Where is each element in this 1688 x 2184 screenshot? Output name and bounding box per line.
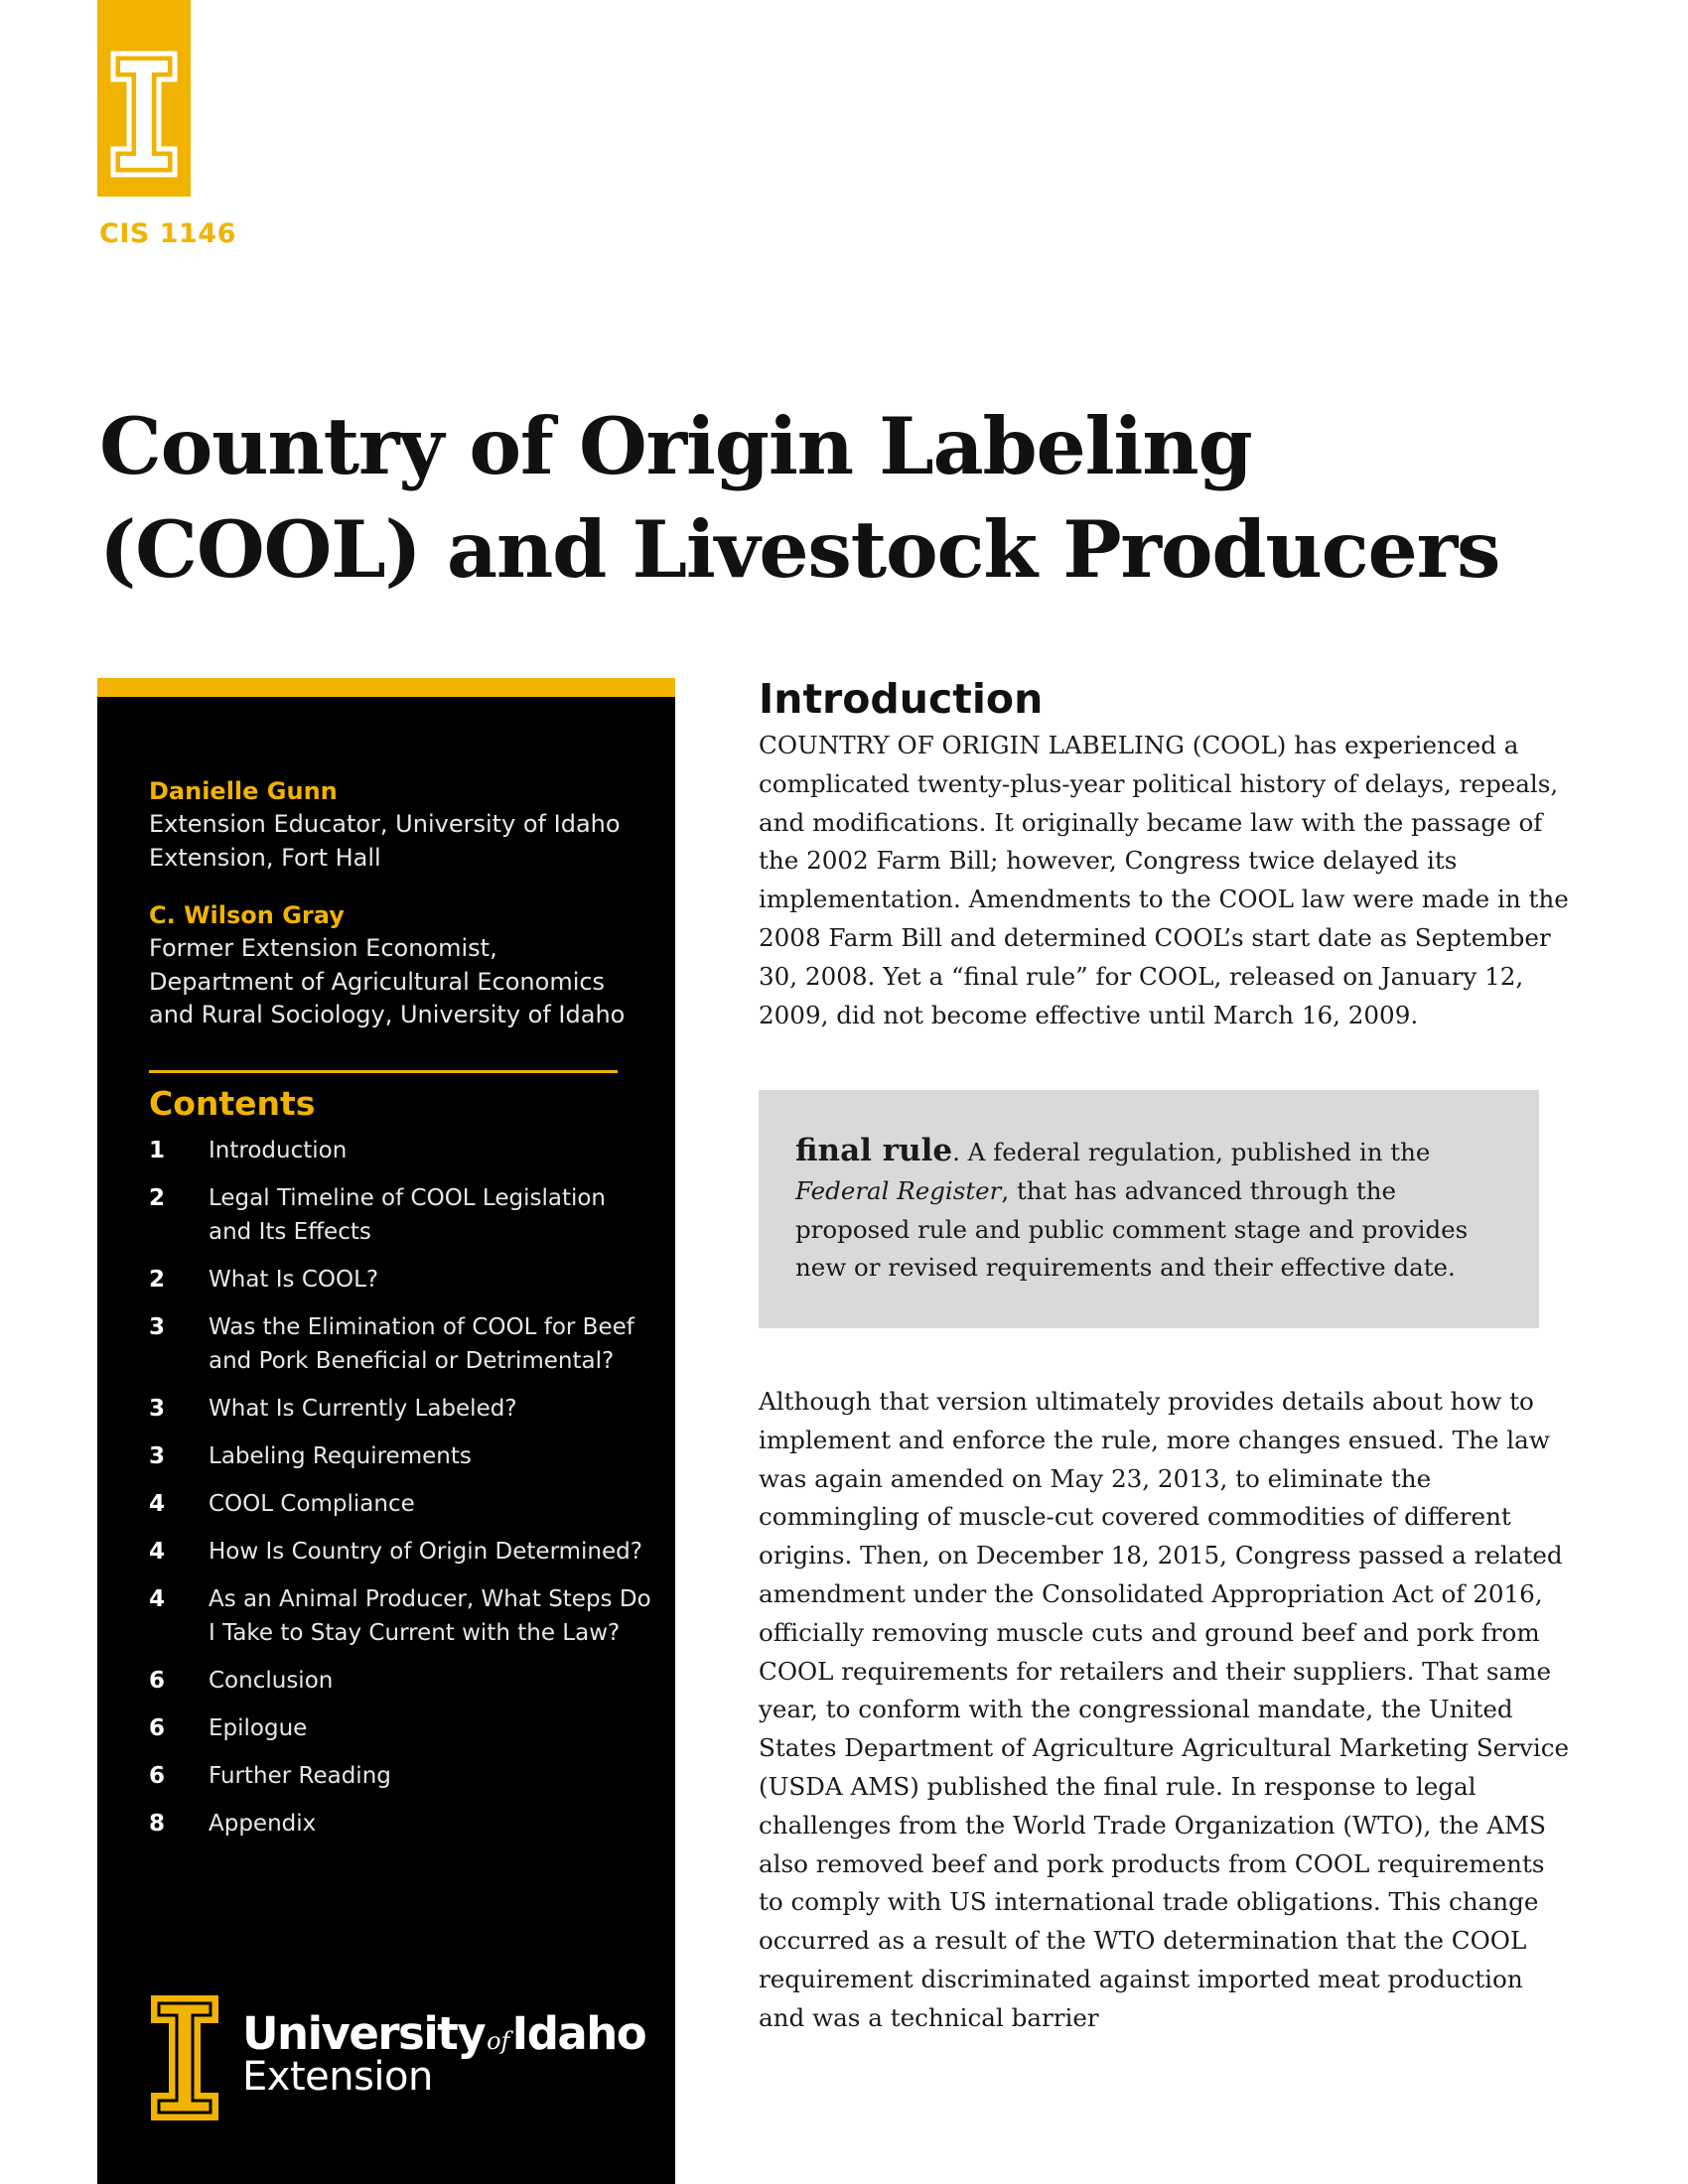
logo-extension: Extension bbox=[242, 2054, 433, 2100]
definition-box bbox=[759, 1090, 1539, 1328]
author-role: Extension Educator, University of Idaho Extension, Fort Hall bbox=[149, 810, 621, 872]
toc-label: Was the Elimination of COOL for Beef and Pork Beneficial or Detrimental? bbox=[209, 1314, 634, 1374]
block-i-icon bbox=[109, 50, 179, 179]
toc-label: What Is Currently Labeled? bbox=[209, 1396, 517, 1422]
toc-page-number: 4 bbox=[149, 1539, 166, 1565]
toc-item[interactable] bbox=[149, 1582, 655, 1650]
toc-page-number: 2 bbox=[149, 1267, 166, 1293]
toc-label: Conclusion bbox=[209, 1668, 334, 1694]
toc-page-number: 4 bbox=[149, 1491, 166, 1517]
toc-item[interactable] bbox=[149, 1263, 655, 1297]
toc-label: Legal Timeline of COOL Legislation and Its Effects bbox=[209, 1185, 607, 1245]
main-column bbox=[759, 671, 1573, 1034]
toc-label: Introduction bbox=[209, 1138, 348, 1163]
toc-page-number: 3 bbox=[149, 1396, 166, 1422]
university-logo bbox=[149, 1993, 646, 2126]
toc-item[interactable] bbox=[149, 1487, 655, 1521]
toc-page-number: 4 bbox=[149, 1586, 166, 1612]
definition-text-after: , that has advanced through the proposed rule and public comment stage and provides new or revised requirements and their effective date. bbox=[795, 1175, 1469, 1283]
toc-label: Labeling Requirements bbox=[209, 1443, 472, 1469]
author-1 bbox=[149, 775, 645, 875]
toc-label: Epilogue bbox=[209, 1715, 308, 1741]
main-column-continued bbox=[759, 1383, 1573, 2038]
author-2 bbox=[149, 899, 645, 1032]
toc-item[interactable] bbox=[149, 1439, 655, 1473]
toc-page-number: 1 bbox=[149, 1138, 166, 1163]
logo-of: of bbox=[487, 2027, 510, 2055]
definition-text-before: . A federal regulation, published in the bbox=[952, 1138, 1431, 1166]
intro-paragraph-2: Although that version ultimately provides details about how to implement and enforce the rule, more changes ensued. The law was again amended on May 23, 2013, to eliminate the commingling of muscle-cut covered commodities of different origins. Then, on December 18, 2015, Congress passed a related amendment under the Consolidated Appropriation Act of 2016, officially removing muscle cuts and ground beef and pork from COOL requirements for retailers and their suppliers. That same year, to conform with the congressional mandate, the United States Department of Agriculture Agricultural Marketing Service (USDA AMS) published the final rule. In response to legal challenges from the World Trade Organization (WTO), the AMS also removed beef and pork products from COOL requirements to comply with US international trade obligations. This change occurred as a result of the WTO determination that the COOL requirement discriminated against imported meat production and was a technical barrier bbox=[759, 1387, 1570, 2032]
toc-page-number: 6 bbox=[149, 1715, 166, 1741]
toc-item[interactable] bbox=[149, 1664, 655, 1698]
toc-item[interactable] bbox=[149, 1759, 655, 1793]
toc-label: Appendix bbox=[209, 1811, 317, 1837]
toc-page-number: 8 bbox=[149, 1811, 166, 1837]
toc-page-number: 3 bbox=[149, 1443, 166, 1469]
toc-item[interactable] bbox=[149, 1711, 655, 1745]
toc-label: Further Reading bbox=[209, 1763, 391, 1789]
logo-university: University bbox=[242, 2007, 486, 2060]
toc-label: COOL Compliance bbox=[209, 1491, 415, 1517]
toc-page-number: 2 bbox=[149, 1185, 166, 1211]
intro-paragraph-1: COUNTRY OF ORIGIN LABELING (COOL) has experienced a complicated twenty-plus-year political history of delays, repeals, and modifications. It originally became law with the passage of the 2002 Farm Bill; however, Congress twice delayed its implementation. Amendments to the COOL law were made in the 2008 Farm Bill and determined COOL’s start date as September 30, 2008. Yet a “final rule” for COOL, released on January 12, 2009, did not become effective until March 16, 2009. bbox=[759, 731, 1569, 1029]
toc-label: How Is Country of Origin Determined? bbox=[209, 1539, 642, 1565]
toc-label: What Is COOL? bbox=[209, 1267, 379, 1293]
toc-page-number: 6 bbox=[149, 1763, 166, 1789]
toc-item[interactable] bbox=[149, 1392, 655, 1426]
author-role: Former Extension Economist, Department of Agricultural Economics and Rural Sociology, University of Idaho bbox=[149, 934, 626, 1028]
table-of-contents bbox=[149, 1134, 655, 1854]
publication-number: CIS 1146 bbox=[99, 218, 236, 249]
toc-item[interactable] bbox=[149, 1310, 655, 1378]
section-heading-introduction: Introduction bbox=[759, 675, 1044, 723]
sidebar-divider bbox=[149, 1070, 618, 1073]
definition-italic: Federal Register bbox=[795, 1175, 1002, 1205]
document-title: Country of Origin Labeling (COOL) and Livestock Producers bbox=[99, 400, 1500, 596]
definition-term: final rule bbox=[795, 1133, 953, 1168]
author-name: Danielle Gunn bbox=[149, 777, 338, 805]
toc-item[interactable] bbox=[149, 1535, 655, 1569]
definition-text bbox=[795, 1132, 1503, 1288]
logo-wordmark bbox=[242, 2007, 645, 2100]
toc-page-number: 3 bbox=[149, 1314, 166, 1340]
logo-idaho: Idaho bbox=[511, 2007, 646, 2060]
header-logo-bar bbox=[97, 0, 191, 197]
block-i-icon bbox=[149, 1993, 220, 2122]
toc-item[interactable] bbox=[149, 1134, 655, 1167]
author-name: C. Wilson Gray bbox=[149, 901, 345, 929]
toc-item[interactable] bbox=[149, 1807, 655, 1841]
toc-label: As an Animal Producer, What Steps Do I Take to Stay Current with the Law? bbox=[209, 1586, 651, 1646]
sidebar bbox=[97, 678, 675, 2184]
contents-heading: Contents bbox=[149, 1084, 316, 1123]
toc-item[interactable] bbox=[149, 1181, 655, 1249]
toc-page-number: 6 bbox=[149, 1668, 166, 1694]
